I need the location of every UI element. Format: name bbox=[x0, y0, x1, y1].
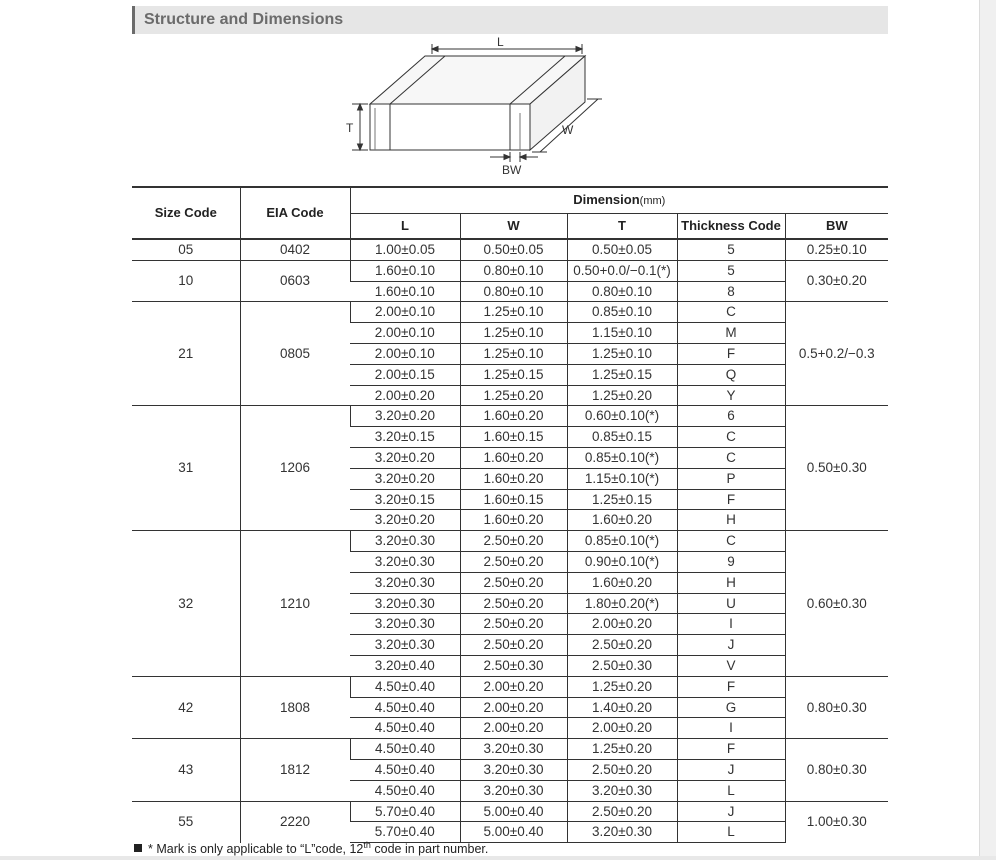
cell-L: 3.20±0.20 bbox=[350, 406, 460, 427]
header-size-code: Size Code bbox=[132, 187, 240, 239]
cell-T: 1.25±0.15 bbox=[567, 364, 677, 385]
cell-T: 1.60±0.20 bbox=[567, 572, 677, 593]
cell-size-code: 43 bbox=[132, 739, 240, 801]
section-title: Structure and Dimensions bbox=[144, 11, 344, 28]
footnote-superscript: th bbox=[363, 840, 371, 850]
cell-eia-code: 0402 bbox=[240, 239, 350, 260]
cell-T: 0.60±0.10(*) bbox=[567, 406, 677, 427]
cell-L: 5.70±0.40 bbox=[350, 801, 460, 822]
cell-L: 3.20±0.15 bbox=[350, 427, 460, 448]
table-row bbox=[132, 531, 888, 552]
cell-BW: 1.00±0.30 bbox=[785, 801, 888, 843]
label-L: L bbox=[497, 36, 504, 49]
header-eia-code: EIA Code bbox=[240, 187, 350, 239]
cell-W: 2.00±0.20 bbox=[460, 718, 567, 739]
cell-T: 1.25±0.15 bbox=[567, 489, 677, 510]
cell-W: 1.25±0.10 bbox=[460, 343, 567, 364]
cell-L: 3.20±0.30 bbox=[350, 572, 460, 593]
cell-L: 2.00±0.15 bbox=[350, 364, 460, 385]
cell-L: 4.50±0.40 bbox=[350, 759, 460, 780]
cell-eia-code: 2220 bbox=[240, 801, 350, 843]
cell-L: 4.50±0.40 bbox=[350, 718, 460, 739]
cell-size-code: 21 bbox=[132, 302, 240, 406]
cell-L: 3.20±0.30 bbox=[350, 593, 460, 614]
cell-thickness-code: C bbox=[677, 427, 785, 448]
cell-L: 2.00±0.10 bbox=[350, 302, 460, 323]
cell-T: 0.85±0.10(*) bbox=[567, 447, 677, 468]
label-BW: BW bbox=[502, 163, 522, 177]
cell-L: 3.20±0.30 bbox=[350, 531, 460, 552]
cell-L: 4.50±0.40 bbox=[350, 780, 460, 801]
cell-thickness-code: J bbox=[677, 759, 785, 780]
cell-BW: 0.80±0.30 bbox=[785, 739, 888, 801]
cell-T: 3.20±0.30 bbox=[567, 822, 677, 843]
cell-W: 2.00±0.20 bbox=[460, 697, 567, 718]
cell-W: 2.50±0.20 bbox=[460, 572, 567, 593]
header-dimension bbox=[350, 187, 888, 214]
cell-T: 1.25±0.20 bbox=[567, 385, 677, 406]
cell-thickness-code: L bbox=[677, 822, 785, 843]
cell-T: 0.50+0.0/−0.1(*) bbox=[567, 260, 677, 281]
cell-size-code: 32 bbox=[132, 531, 240, 677]
cell-T: 1.15±0.10(*) bbox=[567, 468, 677, 489]
table-body bbox=[132, 239, 888, 843]
table-row bbox=[132, 739, 888, 760]
cell-thickness-code: 9 bbox=[677, 551, 785, 572]
cell-T: 1.25±0.20 bbox=[567, 676, 677, 697]
cell-W: 1.60±0.20 bbox=[460, 468, 567, 489]
footnote bbox=[134, 840, 488, 856]
cell-T: 0.80±0.10 bbox=[567, 281, 677, 302]
header-dimension-label: Dimension bbox=[573, 192, 640, 207]
cell-thickness-code: U bbox=[677, 593, 785, 614]
header-T: T bbox=[567, 214, 677, 240]
cell-L: 3.20±0.15 bbox=[350, 489, 460, 510]
cell-BW: 0.50±0.30 bbox=[785, 406, 888, 531]
cell-W: 1.60±0.20 bbox=[460, 447, 567, 468]
cell-thickness-code: H bbox=[677, 510, 785, 531]
cell-L: 3.20±0.20 bbox=[350, 510, 460, 531]
cell-L: 4.50±0.40 bbox=[350, 676, 460, 697]
cell-thickness-code: F bbox=[677, 676, 785, 697]
cell-W: 5.00±0.40 bbox=[460, 801, 567, 822]
cell-size-code: 42 bbox=[132, 676, 240, 738]
cell-W: 2.50±0.20 bbox=[460, 531, 567, 552]
cell-eia-code: 1812 bbox=[240, 739, 350, 801]
cell-T: 0.50±0.05 bbox=[567, 239, 677, 260]
cell-L: 4.50±0.40 bbox=[350, 697, 460, 718]
cell-T: 2.50±0.20 bbox=[567, 801, 677, 822]
cell-T: 3.20±0.30 bbox=[567, 780, 677, 801]
cell-thickness-code: C bbox=[677, 302, 785, 323]
cell-T: 2.00±0.20 bbox=[567, 614, 677, 635]
footnote-text-end: code in part number. bbox=[370, 842, 489, 857]
cell-W: 2.50±0.20 bbox=[460, 614, 567, 635]
cell-BW: 0.5+0.2/−0.3 bbox=[785, 302, 888, 406]
cell-thickness-code: F bbox=[677, 343, 785, 364]
cell-W: 0.80±0.10 bbox=[460, 260, 567, 281]
cell-W: 1.25±0.20 bbox=[460, 385, 567, 406]
cell-W: 2.50±0.20 bbox=[460, 593, 567, 614]
cell-thickness-code: I bbox=[677, 614, 785, 635]
cell-BW: 0.60±0.30 bbox=[785, 531, 888, 677]
cell-thickness-code: I bbox=[677, 718, 785, 739]
cell-T: 0.85±0.10(*) bbox=[567, 531, 677, 552]
table-row bbox=[132, 302, 888, 323]
cell-W: 1.25±0.10 bbox=[460, 302, 567, 323]
cell-L: 3.20±0.30 bbox=[350, 614, 460, 635]
cell-W: 2.50±0.20 bbox=[460, 551, 567, 572]
cell-thickness-code: C bbox=[677, 531, 785, 552]
cell-L: 5.70±0.40 bbox=[350, 822, 460, 843]
cell-thickness-code: 5 bbox=[677, 260, 785, 281]
cell-W: 2.50±0.30 bbox=[460, 655, 567, 676]
cell-W: 1.60±0.15 bbox=[460, 427, 567, 448]
cell-W: 5.00±0.40 bbox=[460, 822, 567, 843]
cell-T: 1.60±0.20 bbox=[567, 510, 677, 531]
cell-L: 2.00±0.10 bbox=[350, 323, 460, 344]
header-W: W bbox=[460, 214, 567, 240]
cell-T: 1.80±0.20(*) bbox=[567, 593, 677, 614]
cell-BW: 0.80±0.30 bbox=[785, 676, 888, 738]
cell-T: 1.15±0.10 bbox=[567, 323, 677, 344]
cell-eia-code: 0805 bbox=[240, 302, 350, 406]
table-row bbox=[132, 801, 888, 822]
cell-thickness-code: 8 bbox=[677, 281, 785, 302]
header-BW: BW bbox=[785, 214, 888, 240]
cell-thickness-code: 6 bbox=[677, 406, 785, 427]
cell-L: 3.20±0.20 bbox=[350, 468, 460, 489]
cell-thickness-code: J bbox=[677, 635, 785, 656]
cell-eia-code: 0603 bbox=[240, 260, 350, 302]
cell-thickness-code: L bbox=[677, 780, 785, 801]
cell-W: 2.00±0.20 bbox=[460, 676, 567, 697]
cell-thickness-code: 5 bbox=[677, 239, 785, 260]
cell-T: 0.85±0.10 bbox=[567, 302, 677, 323]
table-row bbox=[132, 239, 888, 260]
cell-eia-code: 1210 bbox=[240, 531, 350, 677]
footnote-text: * Mark is only applicable to “L”code, 12 bbox=[148, 842, 364, 857]
cell-L: 3.20±0.30 bbox=[350, 551, 460, 572]
cell-W: 1.60±0.20 bbox=[460, 510, 567, 531]
cell-L: 3.20±0.20 bbox=[350, 447, 460, 468]
table-row bbox=[132, 676, 888, 697]
cell-L: 2.00±0.20 bbox=[350, 385, 460, 406]
cell-L: 3.20±0.30 bbox=[350, 635, 460, 656]
cell-T: 2.50±0.20 bbox=[567, 635, 677, 656]
bullet-square-icon bbox=[134, 844, 142, 852]
cell-T: 1.25±0.10 bbox=[567, 343, 677, 364]
table-header bbox=[132, 187, 888, 239]
label-T: T bbox=[346, 121, 354, 135]
section-header bbox=[132, 6, 888, 34]
cell-thickness-code: G bbox=[677, 697, 785, 718]
cell-thickness-code: V bbox=[677, 655, 785, 676]
cell-W: 0.50±0.05 bbox=[460, 239, 567, 260]
cell-L: 1.00±0.05 bbox=[350, 239, 460, 260]
cell-BW: 0.25±0.10 bbox=[785, 239, 888, 260]
cell-eia-code: 1206 bbox=[240, 406, 350, 531]
cell-thickness-code: Y bbox=[677, 385, 785, 406]
cell-T: 2.50±0.20 bbox=[567, 759, 677, 780]
cell-thickness-code: P bbox=[677, 468, 785, 489]
cell-W: 2.50±0.20 bbox=[460, 635, 567, 656]
header-dimension-unit: (mm) bbox=[639, 195, 666, 207]
cell-size-code: 10 bbox=[132, 260, 240, 302]
header-L: L bbox=[350, 214, 460, 240]
chip-structure-diagram bbox=[340, 36, 640, 182]
cell-size-code: 31 bbox=[132, 406, 240, 531]
cell-W: 1.25±0.15 bbox=[460, 364, 567, 385]
cell-W: 1.60±0.20 bbox=[460, 406, 567, 427]
cell-W: 0.80±0.10 bbox=[460, 281, 567, 302]
cell-thickness-code: Q bbox=[677, 364, 785, 385]
cell-T: 1.40±0.20 bbox=[567, 697, 677, 718]
cell-T: 1.25±0.20 bbox=[567, 739, 677, 760]
cell-thickness-code: M bbox=[677, 323, 785, 344]
label-W: W bbox=[562, 123, 574, 137]
table-row bbox=[132, 260, 888, 281]
cell-W: 3.20±0.30 bbox=[460, 759, 567, 780]
cell-T: 2.00±0.20 bbox=[567, 718, 677, 739]
cell-thickness-code: H bbox=[677, 572, 785, 593]
cell-L: 1.60±0.10 bbox=[350, 260, 460, 281]
dimension-table bbox=[132, 186, 888, 843]
cell-L: 3.20±0.40 bbox=[350, 655, 460, 676]
cell-thickness-code: J bbox=[677, 801, 785, 822]
cell-W: 1.60±0.15 bbox=[460, 489, 567, 510]
cell-T: 0.90±0.10(*) bbox=[567, 551, 677, 572]
cell-eia-code: 1808 bbox=[240, 676, 350, 738]
header-thickness-code: Thickness Code bbox=[677, 214, 785, 240]
cell-thickness-code: F bbox=[677, 739, 785, 760]
cell-size-code: 55 bbox=[132, 801, 240, 843]
cell-size-code: 05 bbox=[132, 239, 240, 260]
cell-thickness-code: F bbox=[677, 489, 785, 510]
scrollbar-track[interactable] bbox=[979, 0, 996, 860]
cell-W: 3.20±0.30 bbox=[460, 739, 567, 760]
cell-L: 4.50±0.40 bbox=[350, 739, 460, 760]
cell-W: 3.20±0.30 bbox=[460, 780, 567, 801]
cell-W: 1.25±0.10 bbox=[460, 323, 567, 344]
bottom-edge bbox=[0, 856, 996, 860]
cell-thickness-code: C bbox=[677, 447, 785, 468]
table-row bbox=[132, 406, 888, 427]
cell-T: 2.50±0.30 bbox=[567, 655, 677, 676]
cell-L: 2.00±0.10 bbox=[350, 343, 460, 364]
cell-T: 0.85±0.15 bbox=[567, 427, 677, 448]
cell-BW: 0.30±0.20 bbox=[785, 260, 888, 302]
cell-L: 1.60±0.10 bbox=[350, 281, 460, 302]
